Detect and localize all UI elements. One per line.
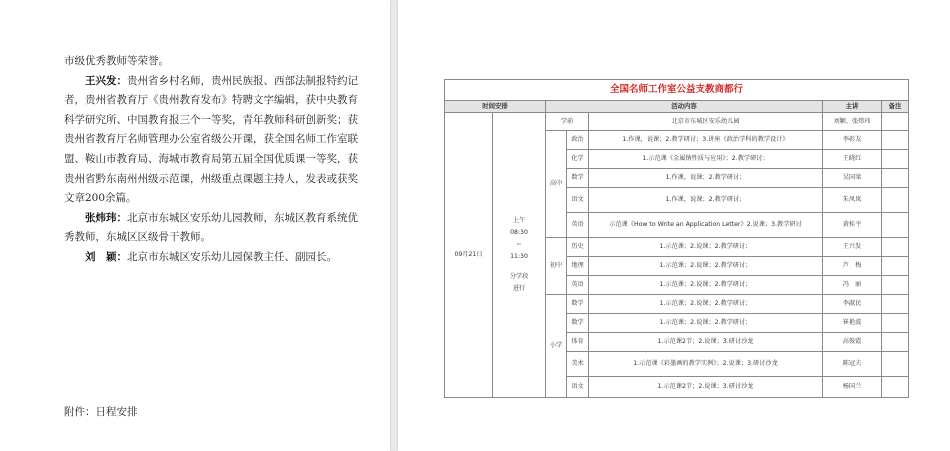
row-speaker: 吴国梁 [823, 169, 882, 188]
row-speaker: 王兴发 [823, 238, 882, 257]
date-cell: 09月21日 [445, 113, 493, 398]
row-content: 示范课《How to Write an Application Letter》2.说课；3.教学研讨 [589, 213, 823, 238]
row-speaker: 崔艳波 [823, 314, 882, 333]
row-speaker: 冯 丽 [823, 276, 882, 295]
row-content: 1.示范课《彩墨画的教学实例》；2.说课；3.研讨沙龙 [589, 352, 823, 377]
row-content: 1.示范课；2.说课；2.教学研讨； [589, 276, 823, 295]
table-row [445, 113, 909, 131]
time-cell [493, 113, 546, 398]
row-subject: 英语 [567, 213, 589, 238]
bio-paragraph-1 [64, 72, 364, 209]
row-speaker: 芦 梅 [823, 257, 882, 276]
row-subject: 数学 [567, 295, 589, 314]
time-mode-2: 进行 [512, 285, 526, 292]
row-note [882, 295, 909, 314]
row-subject: 数学 [567, 169, 589, 188]
row-note [882, 188, 909, 213]
bio-text-block [64, 52, 364, 268]
row-speaker: 王晓红 [823, 150, 882, 169]
time-period: 上午 [512, 217, 526, 224]
row-speaker: 朱凤岚 [823, 188, 882, 213]
row-note [882, 169, 909, 188]
time-mode-1: 分学段 [509, 273, 529, 280]
row-note [882, 377, 909, 398]
section-middle: 初中 [546, 238, 567, 295]
row-note [882, 113, 909, 131]
header-time: 时间安排 [445, 101, 546, 113]
intro-line: 市级优秀教师等荣誉。 [64, 55, 169, 67]
bio-paragraph-3 [64, 248, 364, 268]
time-end: 11:30 [510, 253, 528, 260]
row-content: 1.作课，说课；2.教学研讨；3.讲座《政治学科的教学设计》 [589, 131, 823, 150]
row-subject: 语文 [567, 188, 589, 213]
row-subject: 地理 [567, 257, 589, 276]
row-speaker: 李淑民 [823, 295, 882, 314]
row-content: 1.示范课《金属钠性质与应用》；2.教学研讨； [589, 150, 823, 169]
bio-name-1: 王兴发： [85, 74, 127, 87]
schedule-title: 全国名师工作室公益支教商都行 [445, 80, 909, 101]
bio-text-2: 北京市东城区安乐幼儿园教师，东城区教育系统优秀教师，东城区区级骨干教师。 [64, 211, 358, 244]
row-subject: 历史 [567, 238, 589, 257]
section-high: 高中 [546, 131, 567, 238]
row-subject: 政治 [567, 131, 589, 150]
left-page [0, 0, 390, 451]
row-content: 北京市东城区安乐幼儿园 [589, 113, 823, 131]
row-note [882, 238, 909, 257]
row-note [882, 276, 909, 295]
bio-name-3: 刘 颖： [85, 250, 127, 263]
bio-text-3: 北京市东城区安乐幼儿园保教主任、副园长。 [127, 250, 337, 263]
row-speaker: 陈冠夫 [823, 352, 882, 377]
header-note: 备注 [882, 101, 909, 113]
row-content: 1.示范课；2.说课；2.教学研讨； [589, 314, 823, 333]
row-content: 1.作课，说课；2.教学研讨； [589, 188, 823, 213]
row-note [882, 352, 909, 377]
row-content: 1.示范课2节；2.说课；3.研讨沙龙 [589, 377, 823, 398]
attachment-label: 附件：日程安排 [64, 406, 138, 418]
bio-name-2: 张炜玮： [85, 211, 127, 224]
row-subject: 数学 [567, 314, 589, 333]
time-start: 08:30 [510, 229, 528, 236]
row-subject: 化学 [567, 150, 589, 169]
row-speaker: 高俊霞 [823, 333, 882, 352]
row-note [882, 150, 909, 169]
row-content: 1.示范课；2.说课；2.教学研讨； [589, 257, 823, 276]
row-speaker: 李彰友 [823, 131, 882, 150]
time-separator: ~ [516, 241, 522, 248]
row-note [882, 131, 909, 150]
row-subject: 体育 [567, 333, 589, 352]
row-content: 1.示范课；2.说课；2.教学研讨； [589, 238, 823, 257]
row-subject: 英语 [567, 276, 589, 295]
section-preschool: 学前 [546, 113, 589, 131]
header-activity: 活动内容 [546, 101, 823, 113]
row-subject: 语文 [567, 377, 589, 398]
row-subject: 美术 [567, 352, 589, 377]
row-note [882, 333, 909, 352]
row-content: 1.示范课；2.说课；2.教学研讨； [589, 295, 823, 314]
header-speaker: 主讲 [823, 101, 882, 113]
row-speaker: 杨国兰 [823, 377, 882, 398]
row-speaker: 黄桂平 [823, 213, 882, 238]
row-speaker: 刘颖、张炜玮 [823, 113, 882, 131]
bio-text-1: 贵州省乡村名师，贵州民族报、西部法制报特约记者，贵州省教育厅《贵州教育发布》特聘文字编辑，获中央教育科学研究所、中国教育报三个一等奖，青年教师科研创新奖；获贵州省教育厅名师管理办公室省级公开课，获全国名师工作室联盟、鞍山市教育局、海城市教育局第五届全国优质课一等奖，获贵州省黔东南州州级示范课，州级重点课题主持人，发表或获奖文章200余篇。 [64, 74, 358, 205]
row-note [882, 257, 909, 276]
bio-paragraph-2 [64, 209, 364, 248]
schedule-table [444, 79, 909, 398]
row-content: 1.示范课2节；2.说课；3.研讨沙龙 [589, 333, 823, 352]
row-content: 1.作课，说课；2.教学研讨； [589, 169, 823, 188]
row-note [882, 314, 909, 333]
section-primary: 小学 [546, 295, 567, 398]
row-note [882, 213, 909, 238]
